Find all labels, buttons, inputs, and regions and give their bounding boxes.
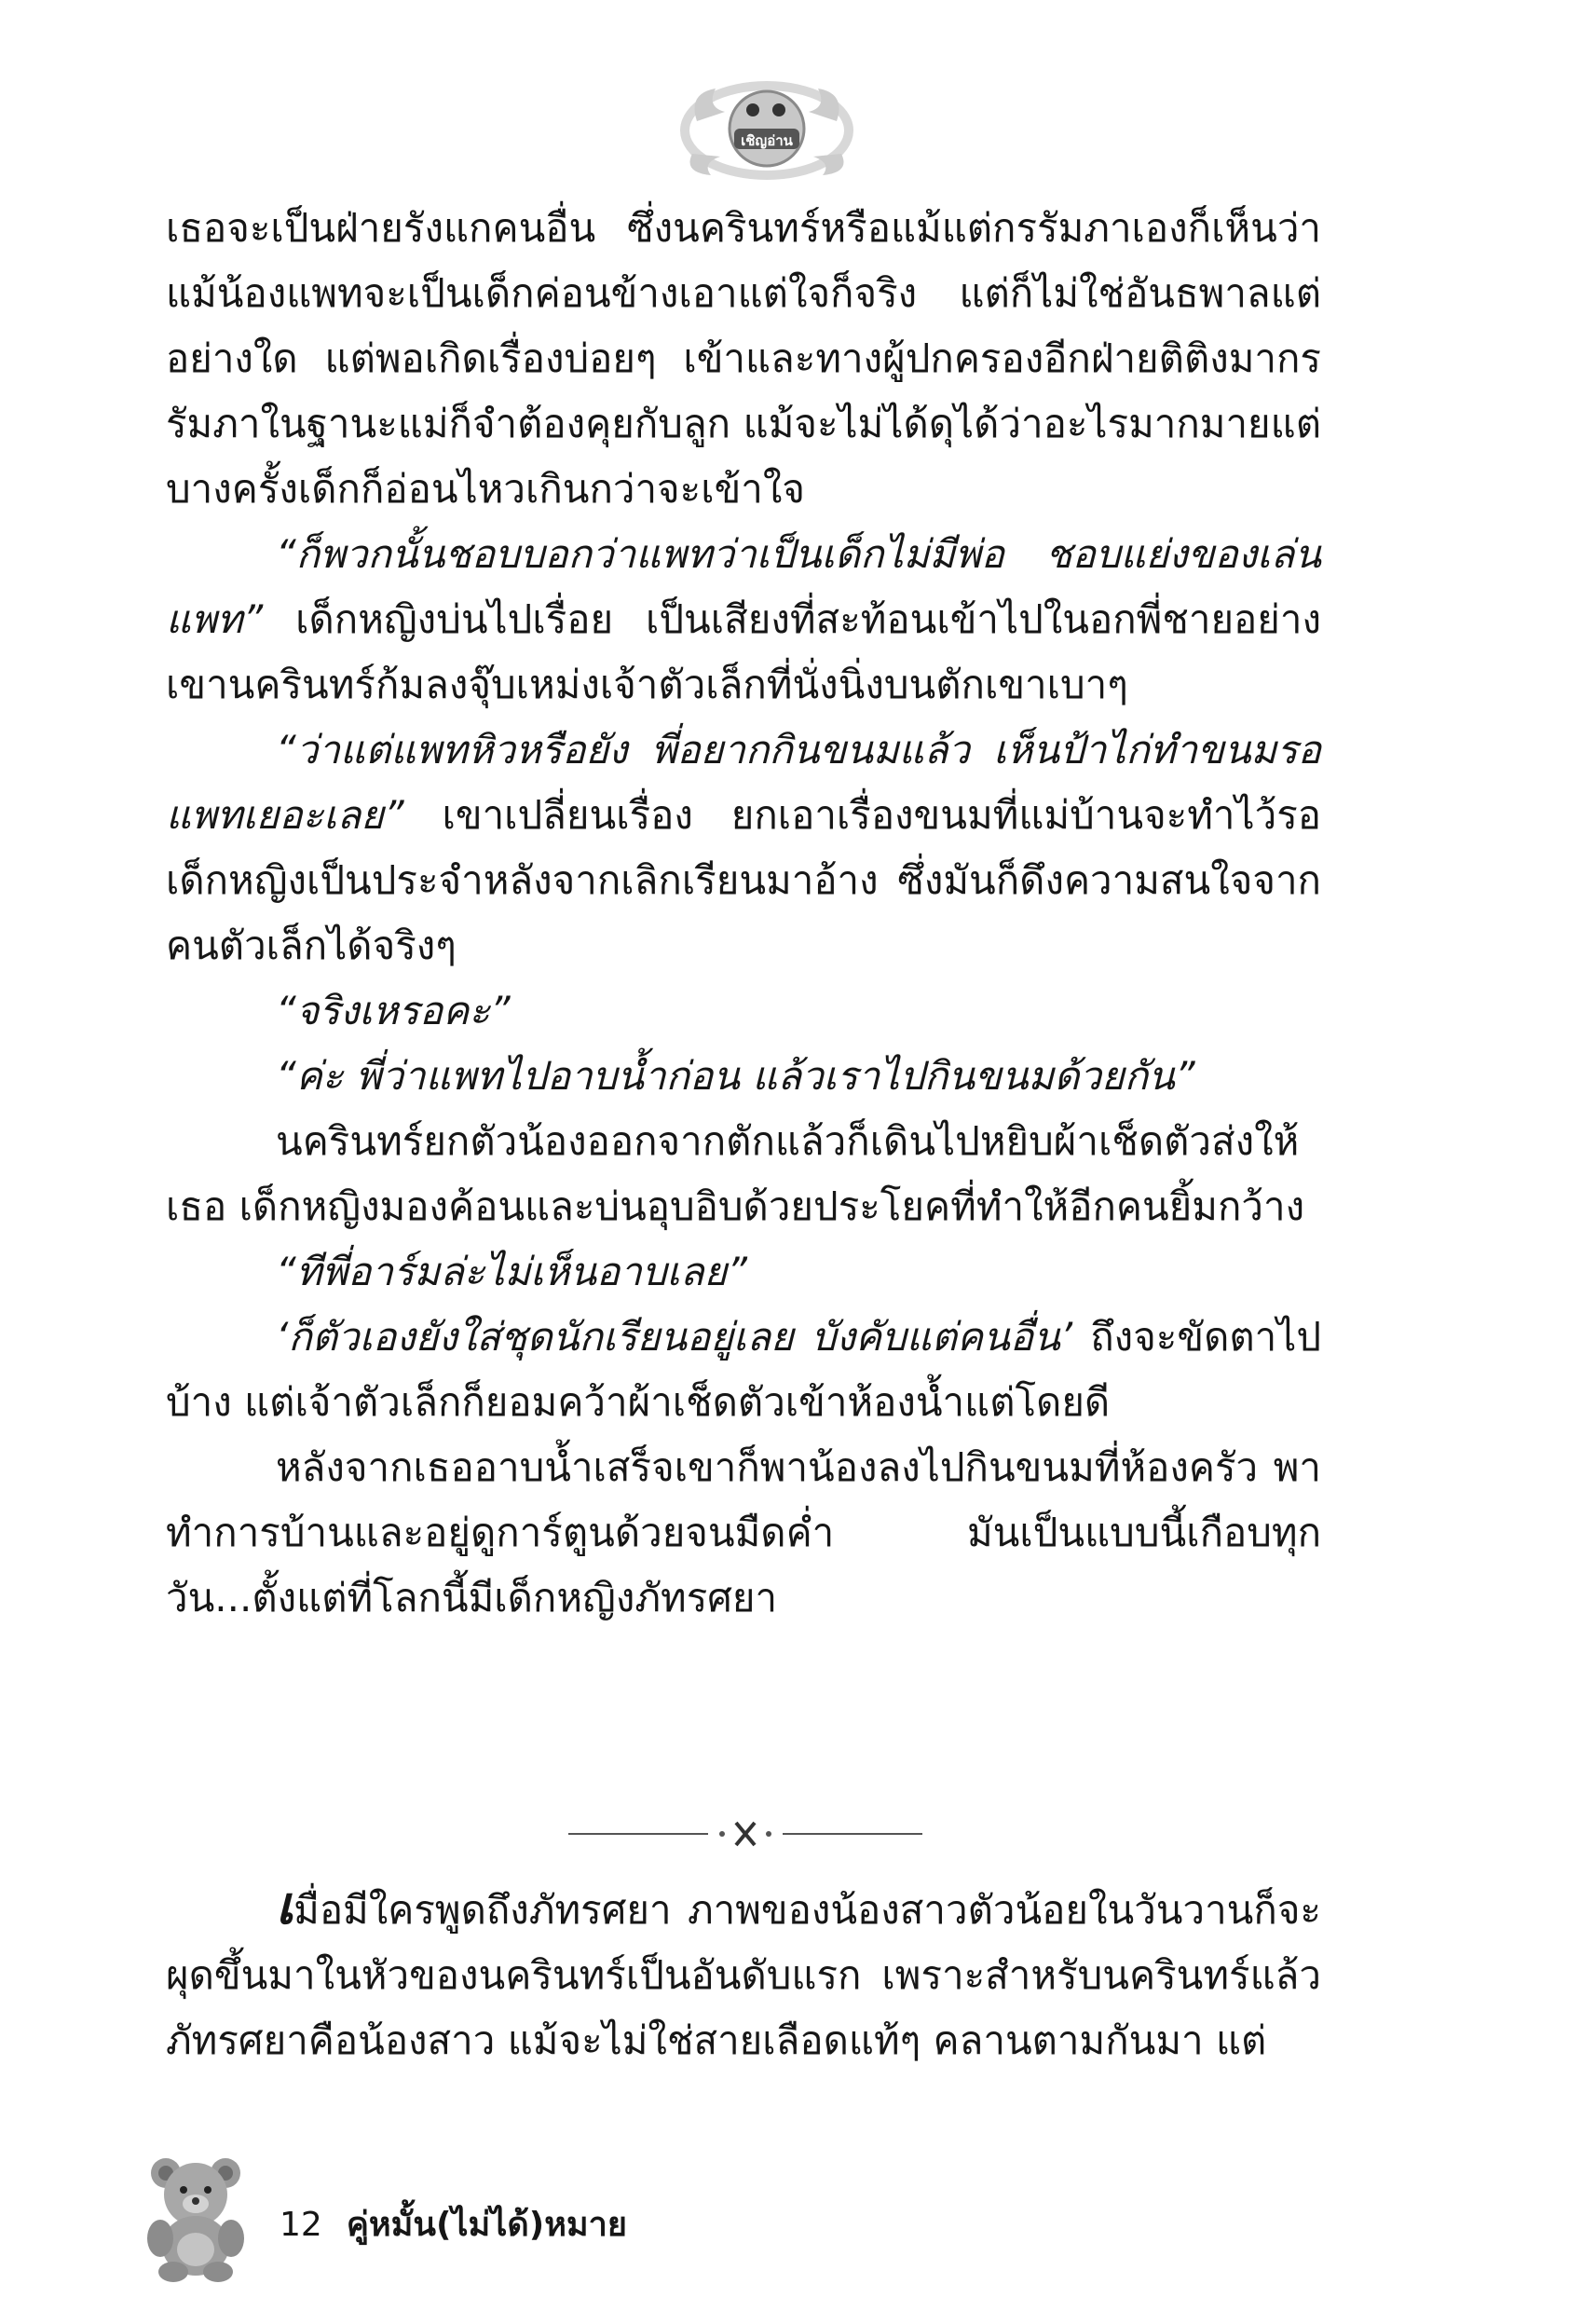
- page-number: 12: [280, 2206, 322, 2244]
- paragraph-7: [166, 1239, 1321, 1305]
- book-title: คู่หมั้น(ไม่ได้)หมาย: [346, 2206, 627, 2244]
- section-break-ornament: [568, 1815, 922, 1853]
- thought-quote: ‘ก็ตัวเองยังใส่ชุดนักเรียนอยู่เลย บังคับแต่คนอื่น’: [276, 1314, 1073, 1360]
- page-footer: [280, 2197, 627, 2250]
- dialogue-quote: “ทีพี่อาร์มล่ะไม่เห็นอาบเลย”: [276, 1249, 747, 1294]
- paragraph-5: [166, 1044, 1321, 1109]
- dialogue-quote: “ก็พวกนั้นชอบบอกว่าแพทว่าเป็นเด็กไม่มีพ่อ ชอบแย่งของเล่นแพท”: [166, 531, 1321, 642]
- paragraph-chapter-start: เมื่อมีใครพูดถึงภัทรศยา ภาพของน้องสาวตัวน้อยในวันวานก็จะผุดขึ้นมาในหัวของนครินทร์เป็นอันดับแรก เพราะสำหรับนครินทร์แล้วภัทรศยาคือน้องสาว แม้จะไม่ใช่สายเลือดแท้ๆ คลานตามกันมา แต่: [166, 1875, 1321, 2063]
- teddy-bear-icon: [140, 2153, 252, 2283]
- paragraph-8: ‘ก็ตัวเองยังใส่ชุดนักเรียนอยู่เลย บังคับแต่คนอื่น’ ถึงจะขัดตาไปบ้าง แต่เจ้าตัวเล็กก็ยอมคว้าผ้าเช็ดตัวเข้าห้องน้ำแต่โดยดี: [166, 1314, 1321, 1425]
- paragraph-3: “ว่าแต่แพทหิวหรือยัง พี่อยากกินขนมแล้ว เห็นป้าไก่ทำขนมรอแพทเยอะเลย” เขาเปลี่ยนเรื่อง ยกเอาเรื่องขนมที่แม่บ้านจะทำไว้รอเด็กหญิงเป็นประจำหลังจากเลิกเรียนมาอ้าง ซึ่งมันก็ดึงความสนใจจากคนตัวเล็กได้จริงๆ: [166, 727, 1321, 968]
- paragraph-6: นครินทร์ยกตัวน้องออกจากตักแล้วก็เดินไปหยิบผ้าเช็ดตัวส่งให้เธอ เด็กหญิงมองค้อนและบ่นอุบอิบด้วยประโยคที่ทำให้อีกคนยิ้มกว้าง: [166, 1118, 1305, 1229]
- dialogue-quote: “จริงเหรอคะ”: [276, 988, 511, 1033]
- paragraph-4: [166, 978, 1321, 1044]
- svg-text:เชิญอ่าน: เชิญอ่าน: [741, 132, 793, 149]
- paragraph-2: “ก็พวกนั้นชอบบอกว่าแพทว่าเป็นเด็กไม่มีพ่อ ชอบแย่งของเล่นแพท” เด็กหญิงบ่นไปเรื่อย เป็นเสียงที่สะท้อนเข้าไปในอกพี่ชายอย่างเขานครินทร์ก้มลงจุ๊บเหม่งเจ้าตัวเล็กที่นั่งนิ่งบนตักเขาเบาๆ: [166, 531, 1321, 707]
- dialogue-quote: “ว่าแต่แพทหิวหรือยัง พี่อยากกินขนมแล้ว เห็นป้าไก่ทำขนมรอแพทเยอะเลย”: [166, 727, 1321, 838]
- paragraph-1: เธอจะเป็นฝ่ายรังแกคนอื่น ซึ่งนครินทร์หรือแม้แต่กรรัมภาเองก็เห็นว่าแม้น้องแพทจะเป็นเด็กค่อนข้างเอาแต่ใจก็จริง แต่ก็ไม่ใช่อันธพาลแต่อย่างใด แต่พอเกิดเรื่องบ่อยๆ เข้าและทางผู้ปกครองอีกฝ่ายติติงมากรรัมภาในฐานะแม่ก็จำต้องคุยกับลูก แม้จะไม่ได้ดุได้ว่าอะไรมากมายแต่บางครั้งเด็กก็อ่อนไหวเกินกว่าจะเข้าใจ: [166, 205, 1321, 512]
- drop-cap: เ: [276, 1875, 294, 1936]
- chapter-opening: [166, 1873, 1321, 2073]
- paragraph-9: หลังจากเธออาบน้ำเสร็จเขาก็พาน้องลงไปกินขนมที่ห้องครัว พาทำการบ้านและอยู่ดูการ์ตูนด้วยจนมืดค่ำ มันเป็นแบบนี้เกือบทุกวัน...ตั้งแต่ที่โลกนี้มีเด็กหญิงภัทรศยา: [166, 1444, 1321, 1620]
- publisher-logo: [678, 65, 855, 186]
- dialogue-quote: “ค่ะ พี่ว่าแพทไปอาบน้ำก่อน แล้วเราไปกินขนมด้วยกัน”: [276, 1053, 1195, 1099]
- body-text: [166, 196, 1321, 1631]
